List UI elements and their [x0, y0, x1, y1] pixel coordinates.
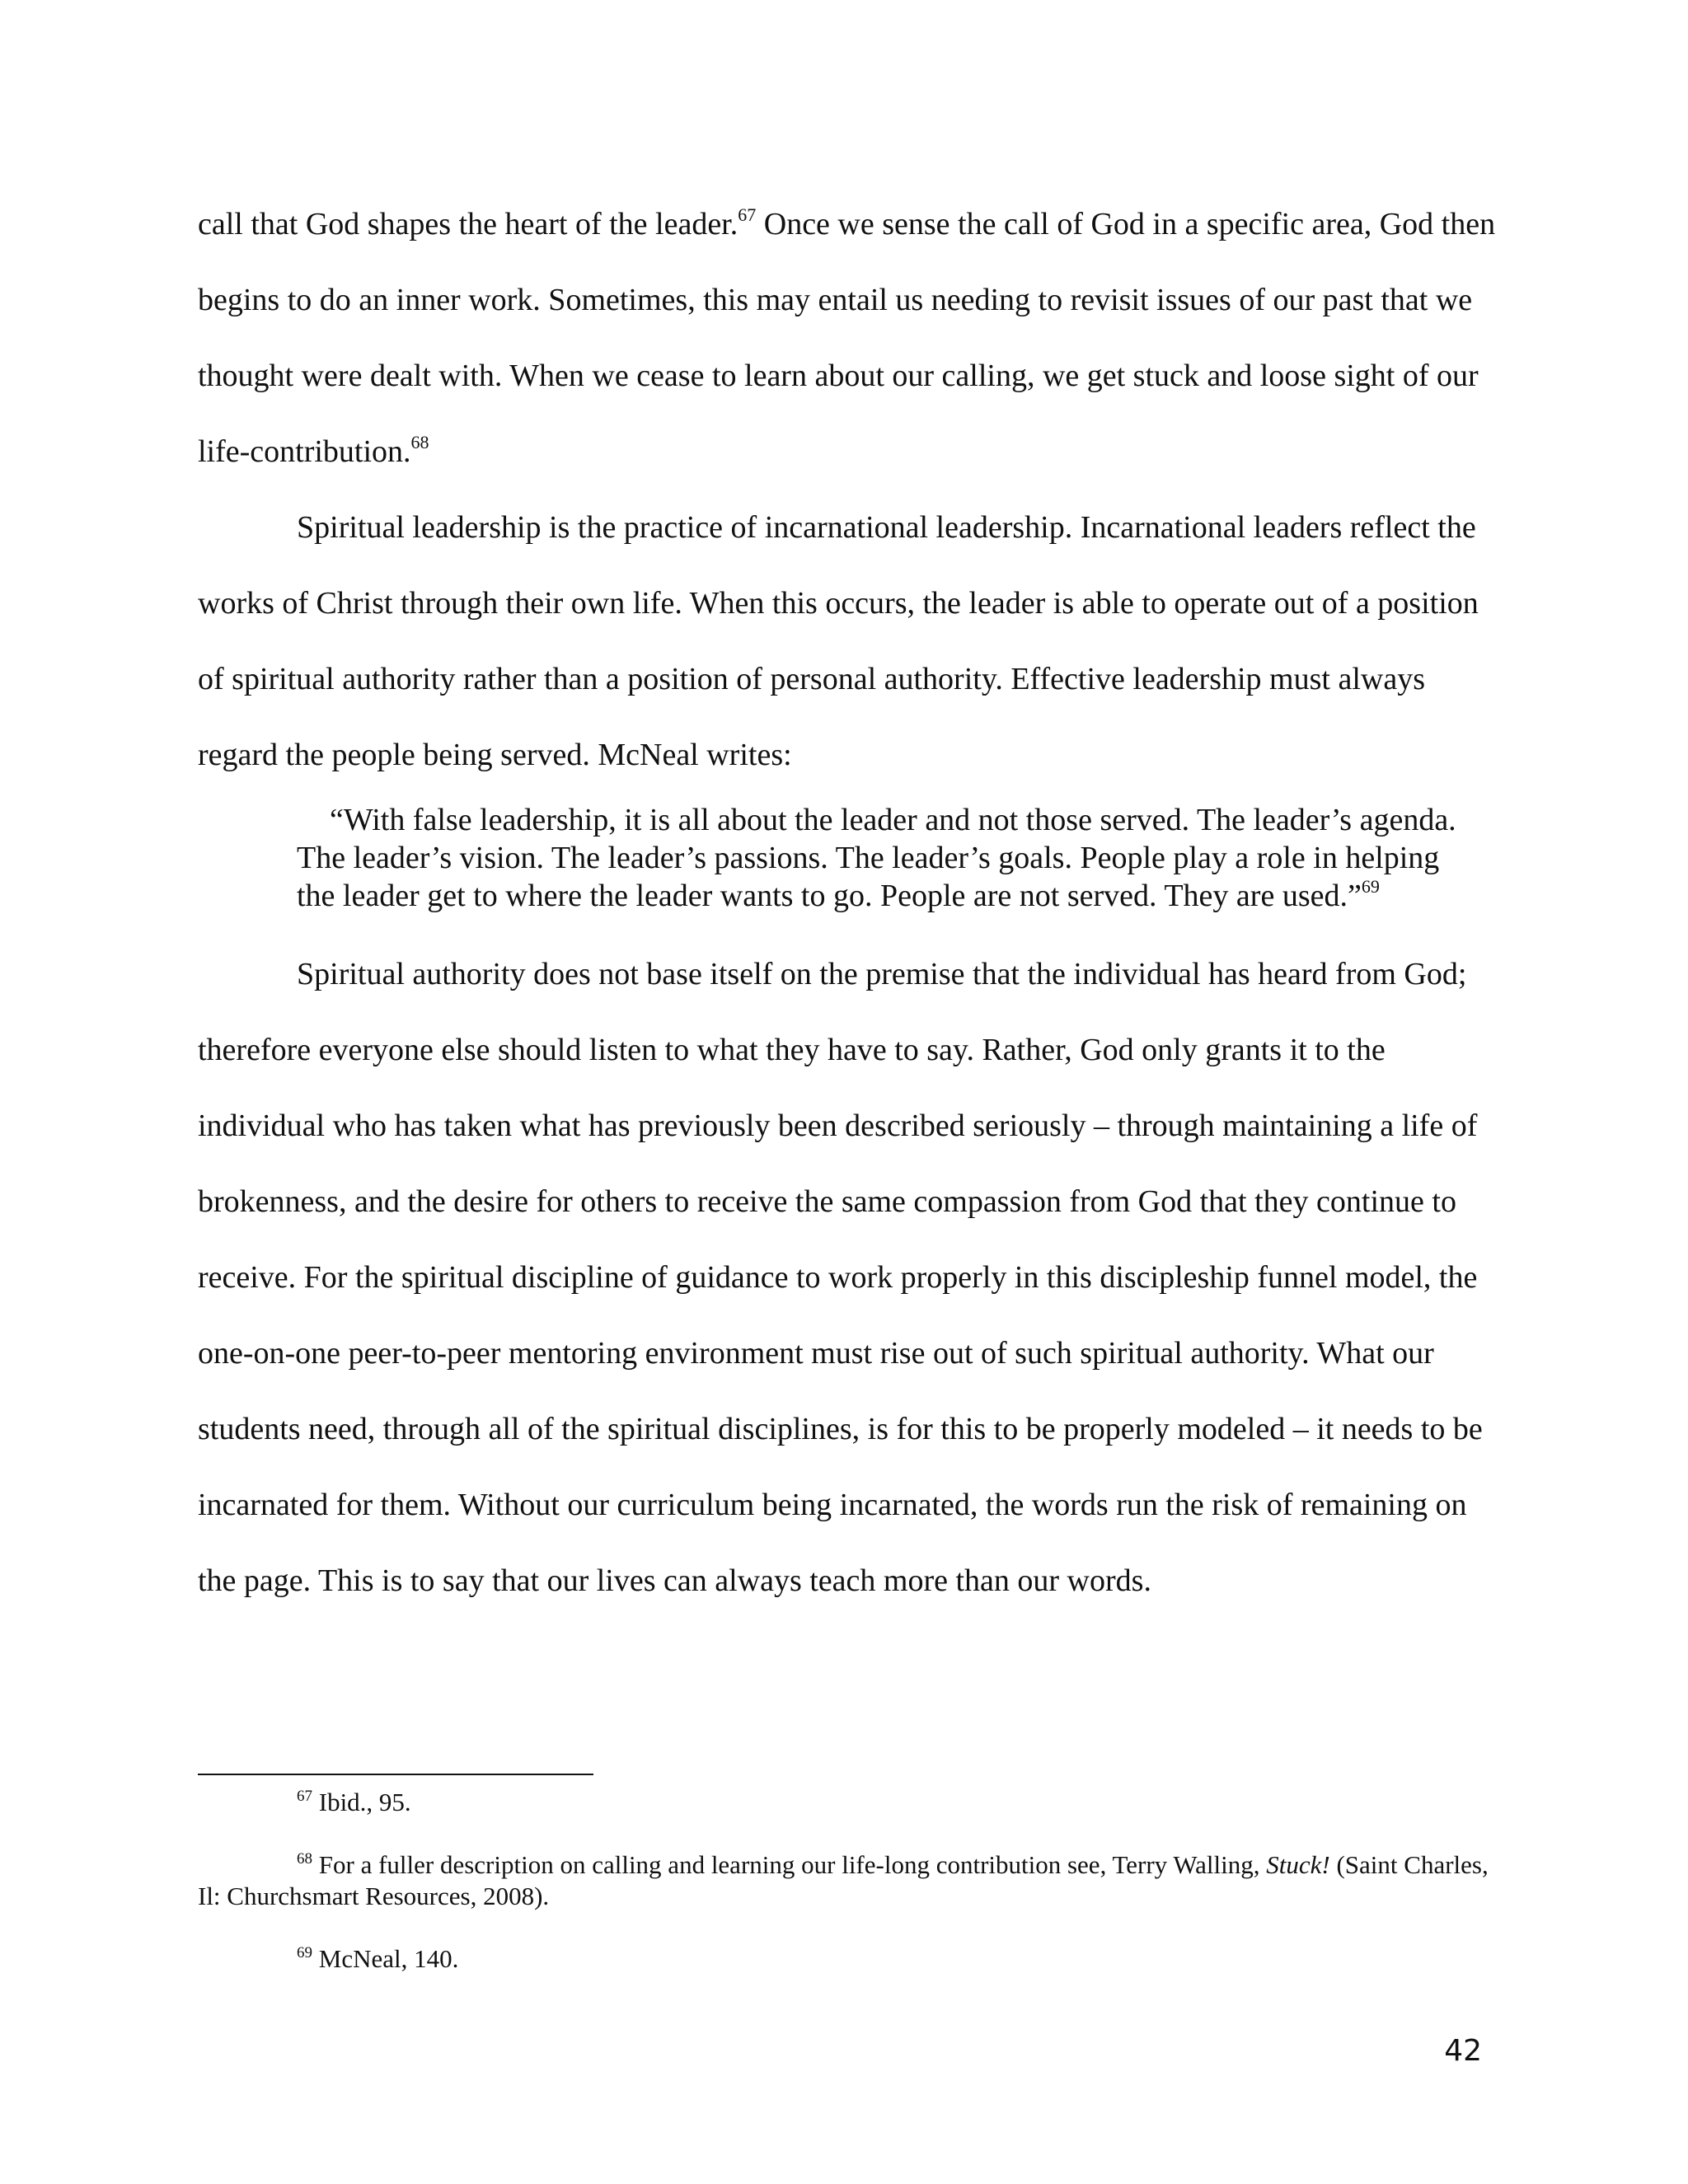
- paragraph-2: Spiritual leadership is the practice of incarnational leadership. Incarnational leaders reflect the works of Christ through their own life. When this occurs, the leader is able to operate out of a position of spiritual authority rather than a position of personal authority. Effective leadership must always regard the people being served. McNeal writes:: [198, 510, 1479, 772]
- footnote-number: 68: [297, 1850, 312, 1868]
- footnote-68-content: [198, 1849, 1500, 1912]
- footnote-number: 69: [297, 1944, 312, 1961]
- page-number: 42: [1444, 2034, 1482, 2068]
- footnote-text: For a fuller description on calling and learning our life-long contribution see, Terry Walling,: [312, 1850, 1267, 1879]
- paragraph-1-text-b: Once we sense the call of God in a specific area, God then begins to do an inner work. Sometimes, this may entail us needing to revisit issues of our past that we thought were dealt with. When we cease to learn about our calling, we get stuck and loose sight of our life-contribution.: [198, 207, 1496, 469]
- footnote-ref-69[interactable]: 69: [1361, 876, 1380, 897]
- footnote-67-content: [198, 1787, 1500, 1818]
- footnote-68: [198, 1849, 1500, 1912]
- book-title: Stuck!: [1266, 1850, 1330, 1879]
- paragraph-1-text-a: call that God shapes the heart of the leader.: [198, 207, 738, 241]
- body-text: [198, 186, 1500, 1619]
- footnote-ref-67[interactable]: 67: [738, 204, 757, 225]
- paragraph-1: [198, 186, 1500, 490]
- footnote-separator: [198, 1774, 593, 1775]
- footnote-text: McNeal, 140.: [312, 1944, 459, 1973]
- footnotes: [198, 1787, 1500, 2006]
- block-quote: [198, 793, 1500, 936]
- footnote-number: 67: [297, 1788, 312, 1805]
- footnote-69-content: [198, 1943, 1500, 1975]
- footnote-ref-68[interactable]: 68: [410, 432, 429, 452]
- paragraph-3: Spiritual authority does not base itself on the premise that the individual has heard from God; therefore everyone else should listen to what they have to say. Rather, God only grants it to the individual who has taken what has previously been described seriously – through maintaining a life of brokenness, and the desire for others to receive the same compassion from God that they continue to receive. For the spiritual discipline of guidance to work properly in this discipleship funnel model, the one-on-one peer-to-peer mentoring environment must rise out of such spiritual authority. What our students need, through all of the spiritual disciplines, is for this to be properly modeled – it needs to be incarnated for them. Without our curriculum being incarnated, the words run the risk of remaining on the page. This is to say that our lives can always teach more than our words.: [198, 957, 1483, 1598]
- footnote-text-after: (Saint Charles, Il: Churchsmart Resources, 2008).: [198, 1850, 1489, 1910]
- footnote-69: [198, 1943, 1500, 1975]
- block-quote-text: “With false leadership, it is all about the leader and not those served. The leader’s agenda. The leader’s vision. The leader’s passions. The leader’s goals. People play a role in helping the leader get to where the leader wants to go. People are not served. They are used.”: [297, 803, 1456, 913]
- block-quote-content: [297, 801, 1484, 915]
- footnote-67: [198, 1787, 1500, 1818]
- footnote-text: Ibid., 95.: [312, 1788, 411, 1816]
